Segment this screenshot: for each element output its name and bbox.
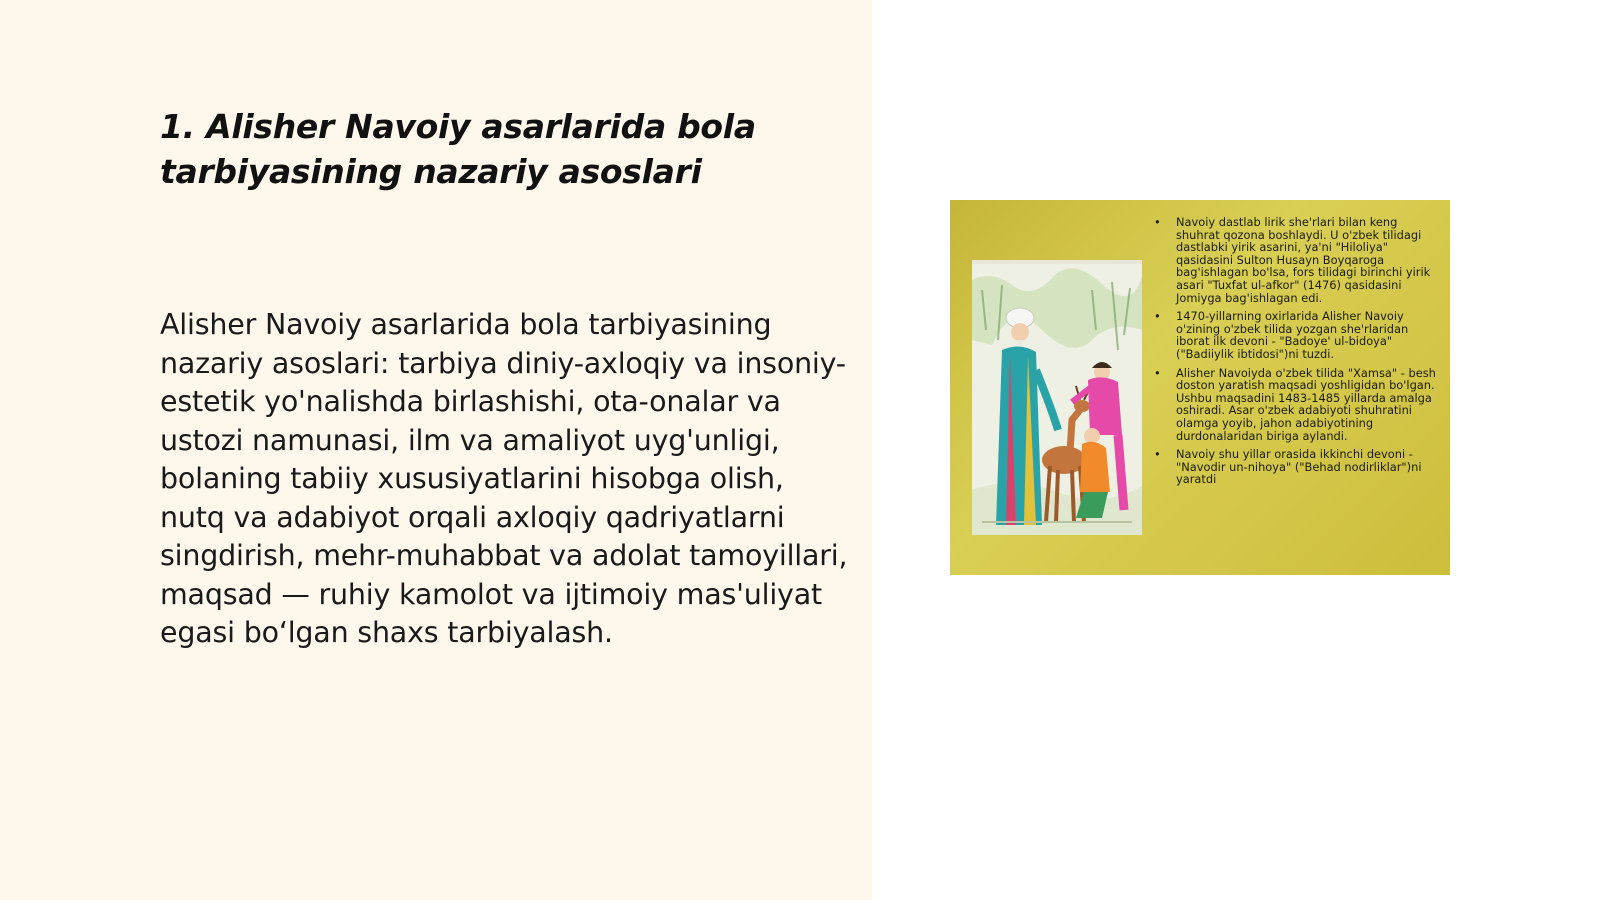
picture-bullet-item <box>1150 448 1442 486</box>
bullet-marker: • <box>1154 215 1161 229</box>
picture-bullet-text: 1470-yillarning oxirlarida Alisher Navoiy o'zining o'zbek tilida yozgan she'rlaridan iborat ilk devoni - "Badoye' ul-bidoya" ("Badiiylik ibtidosi")ni tuzdi. <box>1176 309 1409 361</box>
picture-bullet-text: Alisher Navoiyda o'zbek tilida "Xamsa" - besh doston yaratish maqsadi yoshligidan bo'lgan. Ushbu maqsadini 1483-1485 yillarda amalga oshiradi. Asar o'zbek adabiyoti shuhratini olamga yoyib, jahon adabiyotining durdonalaridan biriga aylandi. <box>1176 365 1436 443</box>
bullet-marker: • <box>1154 365 1161 380</box>
bullet-marker: • <box>1154 309 1161 324</box>
bullet-marker: • <box>1154 447 1161 462</box>
picture-bullet-item <box>1150 216 1442 304</box>
slide-body-text: Alisher Navoiy asarlarida bola tarbiyasining nazariy asoslari: tarbiya diniy-axloqiy va insoniy-estetik yo'nalishda birlashishi, ota-onalar va ustozi namunasi, ilm va amaliyot uyg'unligi, bolaning tabiiy xususiyatlarini hisobga olish, nutq va adabiyot orqali axloqiy qadriyatlarni singdirish, mehr-muhabbat va adolat tamoyillari, maqsad — ruhiy kamolot va ijtimoiy mas'uliyat egasi bo‘lgan shaxs tarbiyalash. <box>160 308 848 649</box>
picture-bullet-text: Navoiy shu yillar orasida ikkinchi devoni - "Navodir un-nihoya" ("Behad nodirliklar")ni yaratdi <box>1176 447 1422 487</box>
picture-bullet-list <box>1150 216 1442 492</box>
illustration-image <box>972 260 1142 535</box>
slide-picture <box>950 200 1450 575</box>
slide-title: 1. Alisher Navoiy asarlarida bola tarbiyasining nazariy asoslari <box>160 107 756 191</box>
picture-bullet-item <box>1150 367 1442 443</box>
picture-bullet-text: Navoiy dastlab lirik she'rlari bilan keng shuhrat qozona boshlaydi. U o'zbek tilidagi dastlabki yirik asarini, ya'ni "Hiloliya" qasidasini Sulton Husayn Boyqaroga bag'ishlagan bo'lsa, fors tilidagi birinchi yirik asari "Tuxfat ul-afkor" (1476) qasidasini Jomiyga bag'ishlagan edi. <box>1176 215 1431 305</box>
picture-bullet-item <box>1150 310 1442 360</box>
